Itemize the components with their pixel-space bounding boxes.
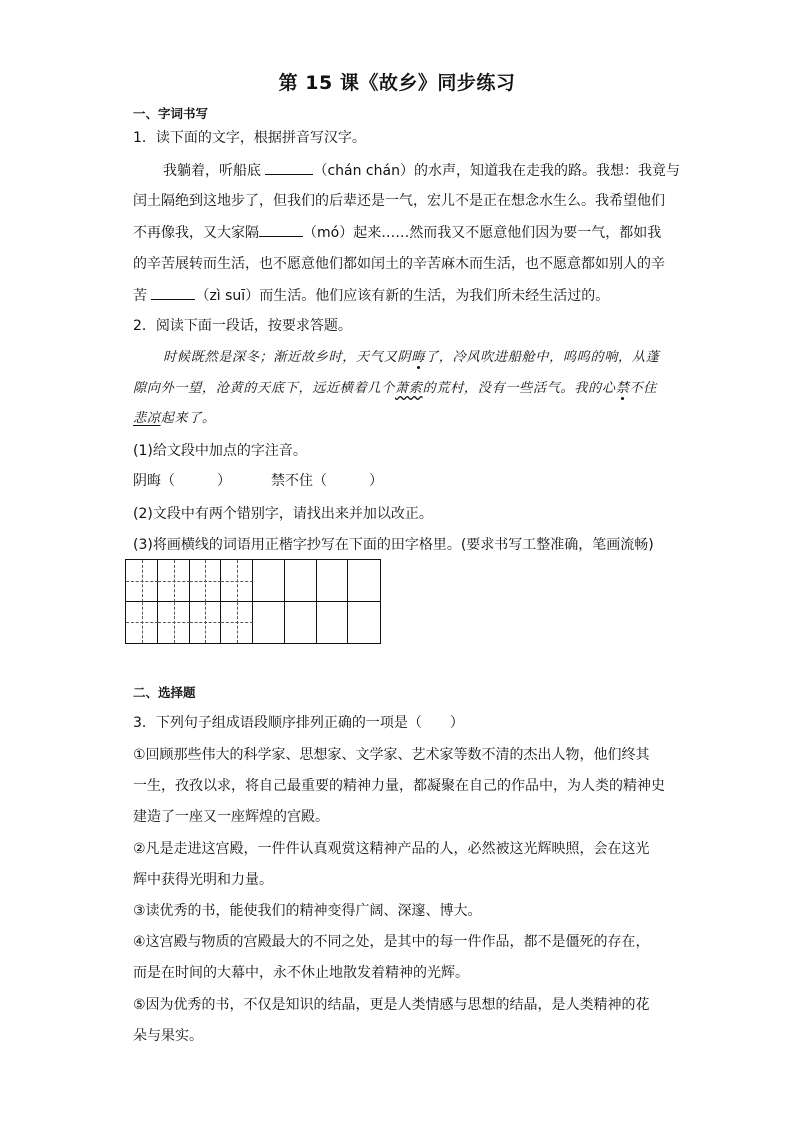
wavy-underlined-word: 萧索	[394, 381, 423, 396]
grid-guide-line	[237, 560, 238, 602]
tianzige-grid[interactable]	[125, 559, 381, 644]
option-1-line-2: 一生，孜孜以求，将自己最重要的精神力量，都凝聚在自己的作品中，为人类的精神史	[133, 778, 665, 794]
q1-passage-line-5	[133, 285, 609, 306]
q1-text: 不再像我，又大家隔	[133, 225, 259, 241]
grid-guide-line	[237, 602, 238, 644]
grid-column-divider	[316, 560, 317, 643]
q2-sub-2: (2)文段中有两个错别字，请找出来并加以改正。	[133, 506, 433, 522]
page-title: 第 15 课《故乡》同步练习	[278, 72, 516, 94]
q1-passage-line-4: 的辛苦展转而生活，也不愿意他们都如闰土的辛苦麻木而生活，也不愿意都如别人的辛	[133, 256, 665, 272]
option-1-line-3: 建造了一座又一座辉煌的宫殿。	[133, 809, 329, 825]
grid-column-divider	[347, 560, 348, 643]
grid-guide-line	[205, 602, 206, 644]
grid-column-divider	[157, 560, 158, 643]
dotted-char: 晦	[411, 350, 425, 365]
grid-guide-line	[142, 560, 143, 602]
q1-passage-line-2: 闰土隔绝到这地步了，但我们的后辈还是一气，宏儿不是正在想念水生么。我希望他们	[133, 193, 665, 209]
question-1-stem: 1．读下面的文字，根据拼音写汉字。	[133, 130, 366, 146]
q2-text: 的荒村，没有一些活气。我的心	[422, 381, 616, 396]
q1-text: 苦	[133, 288, 152, 304]
q1-passage-line-3	[133, 222, 661, 243]
grid-row-divider	[126, 601, 380, 602]
option-1-line-1: ①回顾那些伟大的科学家、思想家、文学家、艺术家等数不清的杰出人物，他们终其	[133, 747, 650, 763]
dotted-char: 禁	[615, 381, 630, 396]
grid-guide-line	[142, 602, 143, 644]
option-4-line-2: 而是在时间的大幕中，永不休止地散发着精神的光辉。	[133, 965, 469, 981]
q2-passage-line-1	[163, 348, 659, 368]
section-1-heading: 一、字词书写	[133, 106, 209, 121]
q2-text: 了，冷风吹进船舱中，呜呜的响，从蓬	[424, 350, 660, 365]
answer-blank[interactable]	[151, 285, 195, 300]
q1-text: （chán chán）的水声，知道我在走我的路。我想：我竟与	[313, 163, 680, 179]
option-5-line-1: ⑤因为优秀的书，不仅是知识的结晶，更是人类情感与思想的结晶，是人类精神的花	[133, 997, 650, 1013]
q2-text: 不住	[629, 381, 657, 396]
q2-passage-line-2	[133, 379, 657, 399]
option-2-line-1: ②凡是走进这宫殿，一件件认真观赏这精神产品的人，必然被这光辉映照，会在这光	[133, 841, 650, 857]
q2-text: 起来了。	[160, 411, 216, 426]
grid-column-divider	[220, 560, 221, 643]
question-3-stem: 3．下列句子组成语段顺序排列正确的一项是（ ）	[133, 715, 464, 731]
grid-column-divider	[252, 560, 253, 643]
q1-text: （zì suī）而生活。他们应该有新的生活，为我们所未经生活过的。	[195, 288, 610, 304]
q2-pinyin-answers	[133, 471, 383, 491]
option-2-line-2: 辉中获得光明和力量。	[133, 872, 273, 888]
q2-passage-line-3	[133, 409, 216, 429]
q1-text: 我躺着，听船底	[163, 163, 266, 179]
grid-guide-line	[205, 560, 206, 602]
q2-text: 隙向外一望，沧黄的天底下，远近横着几个	[133, 381, 395, 396]
option-5-line-2: 朵与果实。	[133, 1028, 203, 1044]
grid-column-divider	[284, 560, 285, 643]
option-4-line-1: ④这宫殿与物质的宫殿最大的不同之处，是其中的每一件作品，都不是僵死的存在，	[133, 934, 650, 950]
answer-blank[interactable]	[259, 222, 303, 237]
answer-blank[interactable]	[265, 160, 313, 175]
q1-text: （mó）起来……然而我又不愿意他们因为要一气，都如我	[303, 225, 662, 241]
q2-sub-3: (3)将画横线的词语用正楷字抄写在下面的田字格里。(要求书写工整准确，笔画流畅)	[133, 537, 654, 553]
pinyin-answer-2[interactable]: 禁不住（ ）	[271, 473, 383, 489]
q1-passage-line-1	[163, 160, 680, 181]
q2-text: 时候既然是深冬；渐近故乡时，天气又阴	[163, 350, 412, 365]
grid-guide-line	[174, 602, 175, 644]
pinyin-answer-1[interactable]: 阴晦（ ）	[133, 473, 231, 489]
question-2-stem: 2．阅读下面一段话，按要求答题。	[133, 318, 352, 334]
q2-sub-1: (1)给文段中加点的字注音。	[133, 443, 307, 459]
underlined-word: 悲凉	[133, 411, 161, 426]
option-3: ③读优秀的书，能使我们的精神变得广阔、深邃、博大。	[133, 903, 482, 919]
grid-column-divider	[189, 560, 190, 643]
grid-guide-line	[174, 560, 175, 602]
section-2-heading: 二、选择题	[133, 685, 196, 700]
